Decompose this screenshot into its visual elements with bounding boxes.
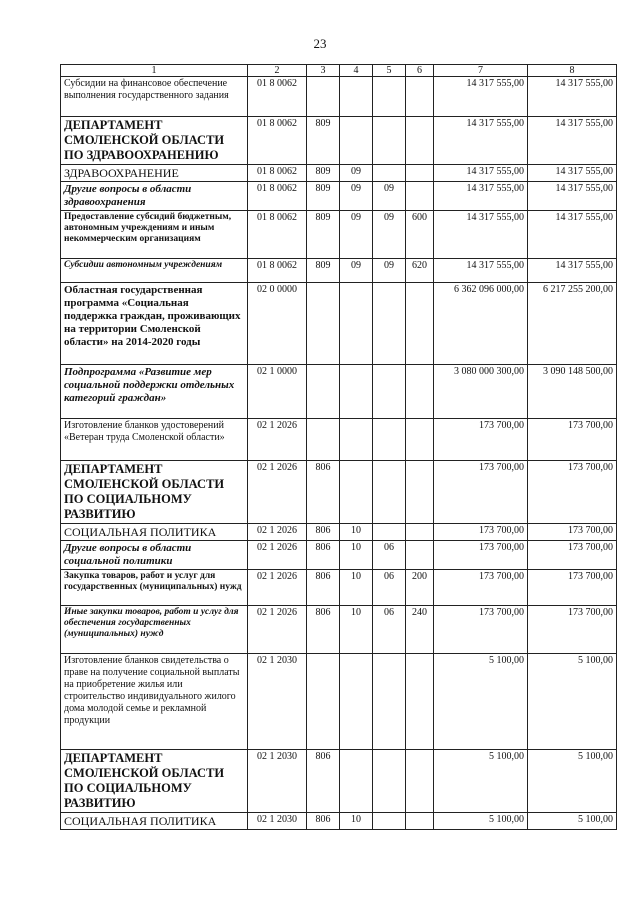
table-row <box>61 813 617 830</box>
row-amount-2016-cell: 14 317 555,00 <box>528 77 617 117</box>
row-amount-2015-cell: 3 080 000 300,00 <box>434 365 528 419</box>
table-row <box>61 654 617 750</box>
row-expense-type-cell: 200 <box>406 570 434 606</box>
table-row <box>61 365 617 419</box>
row-code-cell: 01 8 0062 <box>248 182 307 211</box>
row-code-cell: 02 1 2026 <box>248 606 307 654</box>
table-row <box>61 165 617 182</box>
row-subsection-cell: 06 <box>373 570 406 606</box>
row-name-cell: СОЦИАЛЬНАЯ ПОЛИТИКА <box>61 524 248 541</box>
row-amount-2016-cell: 14 317 555,00 <box>528 165 617 182</box>
row-expense-type-cell <box>406 365 434 419</box>
row-code-cell: 02 1 2030 <box>248 813 307 830</box>
row-ministry-cell <box>307 654 340 750</box>
row-expense-type-cell <box>406 283 434 365</box>
header-cell: 6 <box>406 65 434 77</box>
row-subsection-cell: 09 <box>373 182 406 211</box>
row-section-cell: 09 <box>340 165 373 182</box>
row-amount-2016-cell: 5 100,00 <box>528 654 617 750</box>
row-name-cell: Изготовление бланков удостоверений «Ветеран труда Смоленской области» <box>61 419 248 461</box>
row-amount-2015-cell: 6 362 096 000,00 <box>434 283 528 365</box>
row-amount-2016-cell: 5 100,00 <box>528 813 617 830</box>
row-section-cell: 10 <box>340 524 373 541</box>
row-amount-2015-cell: 173 700,00 <box>434 419 528 461</box>
row-code-cell: 01 8 0062 <box>248 211 307 259</box>
row-amount-2016-cell: 173 700,00 <box>528 419 617 461</box>
row-amount-2016-cell: 14 317 555,00 <box>528 182 617 211</box>
row-subsection-cell: 09 <box>373 211 406 259</box>
row-code-cell: 02 0 0000 <box>248 283 307 365</box>
row-ministry-cell: 806 <box>307 750 340 813</box>
row-subsection-cell <box>373 461 406 524</box>
row-ministry-cell <box>307 419 340 461</box>
table-row <box>61 750 617 813</box>
row-code-cell: 02 1 2026 <box>248 461 307 524</box>
row-name-cell: Иные закупки товаров, работ и услуг для обеспечения государственных (муниципальных) нужд <box>61 606 248 654</box>
row-amount-2015-cell: 14 317 555,00 <box>434 259 528 283</box>
row-subsection-cell: 06 <box>373 541 406 570</box>
row-section-cell: 10 <box>340 606 373 654</box>
budget-table <box>60 64 617 830</box>
row-section-cell: 10 <box>340 813 373 830</box>
row-code-cell: 01 8 0062 <box>248 165 307 182</box>
row-section-cell <box>340 750 373 813</box>
row-expense-type-cell: 600 <box>406 211 434 259</box>
row-ministry-cell: 809 <box>307 211 340 259</box>
row-name-cell: ДЕПАРТАМЕНТ СМОЛЕНСКОЙ ОБЛАСТИ ПО СОЦИАЛЬНОМУ РАЗВИТИЮ <box>61 750 248 813</box>
row-expense-type-cell <box>406 750 434 813</box>
row-subsection-cell <box>373 750 406 813</box>
row-ministry-cell <box>307 365 340 419</box>
row-expense-type-cell <box>406 117 434 165</box>
table-row <box>61 259 617 283</box>
row-ministry-cell: 809 <box>307 165 340 182</box>
row-amount-2016-cell: 14 317 555,00 <box>528 259 617 283</box>
row-amount-2016-cell: 173 700,00 <box>528 570 617 606</box>
header-cell: 4 <box>340 65 373 77</box>
row-code-cell: 02 1 2026 <box>248 541 307 570</box>
row-name-cell: Субсидии автономным учреждениям <box>61 259 248 283</box>
row-section-cell <box>340 283 373 365</box>
row-name-cell: СОЦИАЛЬНАЯ ПОЛИТИКА <box>61 813 248 830</box>
row-expense-type-cell <box>406 524 434 541</box>
row-code-cell: 01 8 0062 <box>248 117 307 165</box>
row-amount-2015-cell: 5 100,00 <box>434 654 528 750</box>
row-amount-2015-cell: 14 317 555,00 <box>434 117 528 165</box>
row-subsection-cell: 06 <box>373 606 406 654</box>
row-amount-2016-cell: 6 217 255 200,00 <box>528 283 617 365</box>
row-amount-2016-cell: 5 100,00 <box>528 750 617 813</box>
table-header-row <box>61 65 617 77</box>
table-row <box>61 419 617 461</box>
row-amount-2015-cell: 173 700,00 <box>434 541 528 570</box>
row-amount-2015-cell: 14 317 555,00 <box>434 211 528 259</box>
row-section-cell: 09 <box>340 211 373 259</box>
row-ministry-cell <box>307 77 340 117</box>
row-expense-type-cell <box>406 813 434 830</box>
header-cell: 5 <box>373 65 406 77</box>
row-section-cell <box>340 654 373 750</box>
row-ministry-cell: 806 <box>307 524 340 541</box>
table-row <box>61 283 617 365</box>
row-expense-type-cell <box>406 461 434 524</box>
row-code-cell: 02 1 2026 <box>248 524 307 541</box>
table-row <box>61 570 617 606</box>
row-subsection-cell: 09 <box>373 259 406 283</box>
row-amount-2015-cell: 173 700,00 <box>434 570 528 606</box>
row-name-cell: ДЕПАРТАМЕНТ СМОЛЕНСКОЙ ОБЛАСТИ ПО СОЦИАЛЬНОМУ РАЗВИТИЮ <box>61 461 248 524</box>
header-cell: 3 <box>307 65 340 77</box>
row-name-cell: Субсидии на финансовое обеспечение выполнения государственного задания <box>61 77 248 117</box>
row-name-cell: ДЕПАРТАМЕНТ СМОЛЕНСКОЙ ОБЛАСТИ ПО ЗДРАВООХРАНЕНИЮ <box>61 117 248 165</box>
row-code-cell: 02 1 2030 <box>248 654 307 750</box>
row-name-cell: Закупка товаров, работ и услуг для государственных (муниципальных) нужд <box>61 570 248 606</box>
row-subsection-cell <box>373 165 406 182</box>
row-subsection-cell <box>373 77 406 117</box>
row-amount-2016-cell: 14 317 555,00 <box>528 211 617 259</box>
row-name-cell: Другие вопросы в области социальной политики <box>61 541 248 570</box>
row-ministry-cell: 809 <box>307 117 340 165</box>
row-code-cell: 01 8 0062 <box>248 259 307 283</box>
row-expense-type-cell: 240 <box>406 606 434 654</box>
table-row <box>61 541 617 570</box>
row-ministry-cell: 806 <box>307 813 340 830</box>
row-code-cell: 02 1 0000 <box>248 365 307 419</box>
header-cell: 8 <box>528 65 617 77</box>
row-section-cell: 09 <box>340 182 373 211</box>
row-amount-2015-cell: 5 100,00 <box>434 813 528 830</box>
row-amount-2015-cell: 14 317 555,00 <box>434 182 528 211</box>
row-amount-2015-cell: 173 700,00 <box>434 606 528 654</box>
table-row <box>61 77 617 117</box>
row-expense-type-cell <box>406 165 434 182</box>
row-code-cell: 02 1 2026 <box>248 419 307 461</box>
header-cell: 2 <box>248 65 307 77</box>
row-amount-2016-cell: 173 700,00 <box>528 461 617 524</box>
row-subsection-cell <box>373 117 406 165</box>
row-amount-2015-cell: 173 700,00 <box>434 524 528 541</box>
row-ministry-cell: 806 <box>307 461 340 524</box>
row-ministry-cell: 806 <box>307 606 340 654</box>
table-row <box>61 211 617 259</box>
row-name-cell: Предоставление субсидий бюджетным, автономным учреждениям и иным некоммерческим организациям <box>61 211 248 259</box>
row-subsection-cell <box>373 419 406 461</box>
row-amount-2015-cell: 14 317 555,00 <box>434 165 528 182</box>
row-subsection-cell <box>373 813 406 830</box>
table-row <box>61 117 617 165</box>
row-ministry-cell: 809 <box>307 182 340 211</box>
row-amount-2015-cell: 5 100,00 <box>434 750 528 813</box>
page-number: 23 <box>313 36 327 51</box>
row-ministry-cell: 806 <box>307 541 340 570</box>
row-expense-type-cell <box>406 182 434 211</box>
row-amount-2016-cell: 173 700,00 <box>528 524 617 541</box>
row-expense-type-cell: 620 <box>406 259 434 283</box>
row-section-cell <box>340 419 373 461</box>
row-section-cell: 10 <box>340 570 373 606</box>
row-ministry-cell <box>307 283 340 365</box>
row-section-cell <box>340 365 373 419</box>
row-name-cell: Изготовление бланков свидетельства о праве на получение социальной выплаты на приобретение жилья или строительство индивидуального жилого дома молодой семье и рекламной продукции <box>61 654 248 750</box>
row-code-cell: 01 8 0062 <box>248 77 307 117</box>
row-subsection-cell <box>373 283 406 365</box>
row-section-cell <box>340 117 373 165</box>
row-subsection-cell <box>373 365 406 419</box>
row-amount-2016-cell: 3 090 148 500,00 <box>528 365 617 419</box>
row-name-cell: Областная государственная программа «Социальная поддержка граждан, проживающих на территории Смоленской области» на 2014-2020 годы <box>61 283 248 365</box>
row-subsection-cell <box>373 654 406 750</box>
header-cell: 1 <box>61 65 248 77</box>
row-amount-2015-cell: 14 317 555,00 <box>434 77 528 117</box>
row-expense-type-cell <box>406 654 434 750</box>
row-subsection-cell <box>373 524 406 541</box>
row-amount-2015-cell: 173 700,00 <box>434 461 528 524</box>
row-section-cell: 10 <box>340 541 373 570</box>
table-row <box>61 524 617 541</box>
row-expense-type-cell <box>406 419 434 461</box>
row-section-cell: 09 <box>340 259 373 283</box>
row-name-cell: ЗДРАВООХРАНЕНИЕ <box>61 165 248 182</box>
table-row <box>61 461 617 524</box>
row-section-cell <box>340 77 373 117</box>
row-code-cell: 02 1 2030 <box>248 750 307 813</box>
row-ministry-cell: 806 <box>307 570 340 606</box>
row-amount-2016-cell: 14 317 555,00 <box>528 117 617 165</box>
row-name-cell: Другие вопросы в области здравоохранения <box>61 182 248 211</box>
row-expense-type-cell <box>406 541 434 570</box>
row-section-cell <box>340 461 373 524</box>
row-amount-2016-cell: 173 700,00 <box>528 541 617 570</box>
row-code-cell: 02 1 2026 <box>248 570 307 606</box>
row-expense-type-cell <box>406 77 434 117</box>
header-cell: 7 <box>434 65 528 77</box>
row-amount-2016-cell: 173 700,00 <box>528 606 617 654</box>
table-row <box>61 182 617 211</box>
row-ministry-cell: 809 <box>307 259 340 283</box>
row-name-cell: Подпрограмма «Развитие мер социальной поддержки отдельных категорий граждан» <box>61 365 248 419</box>
table-row <box>61 606 617 654</box>
